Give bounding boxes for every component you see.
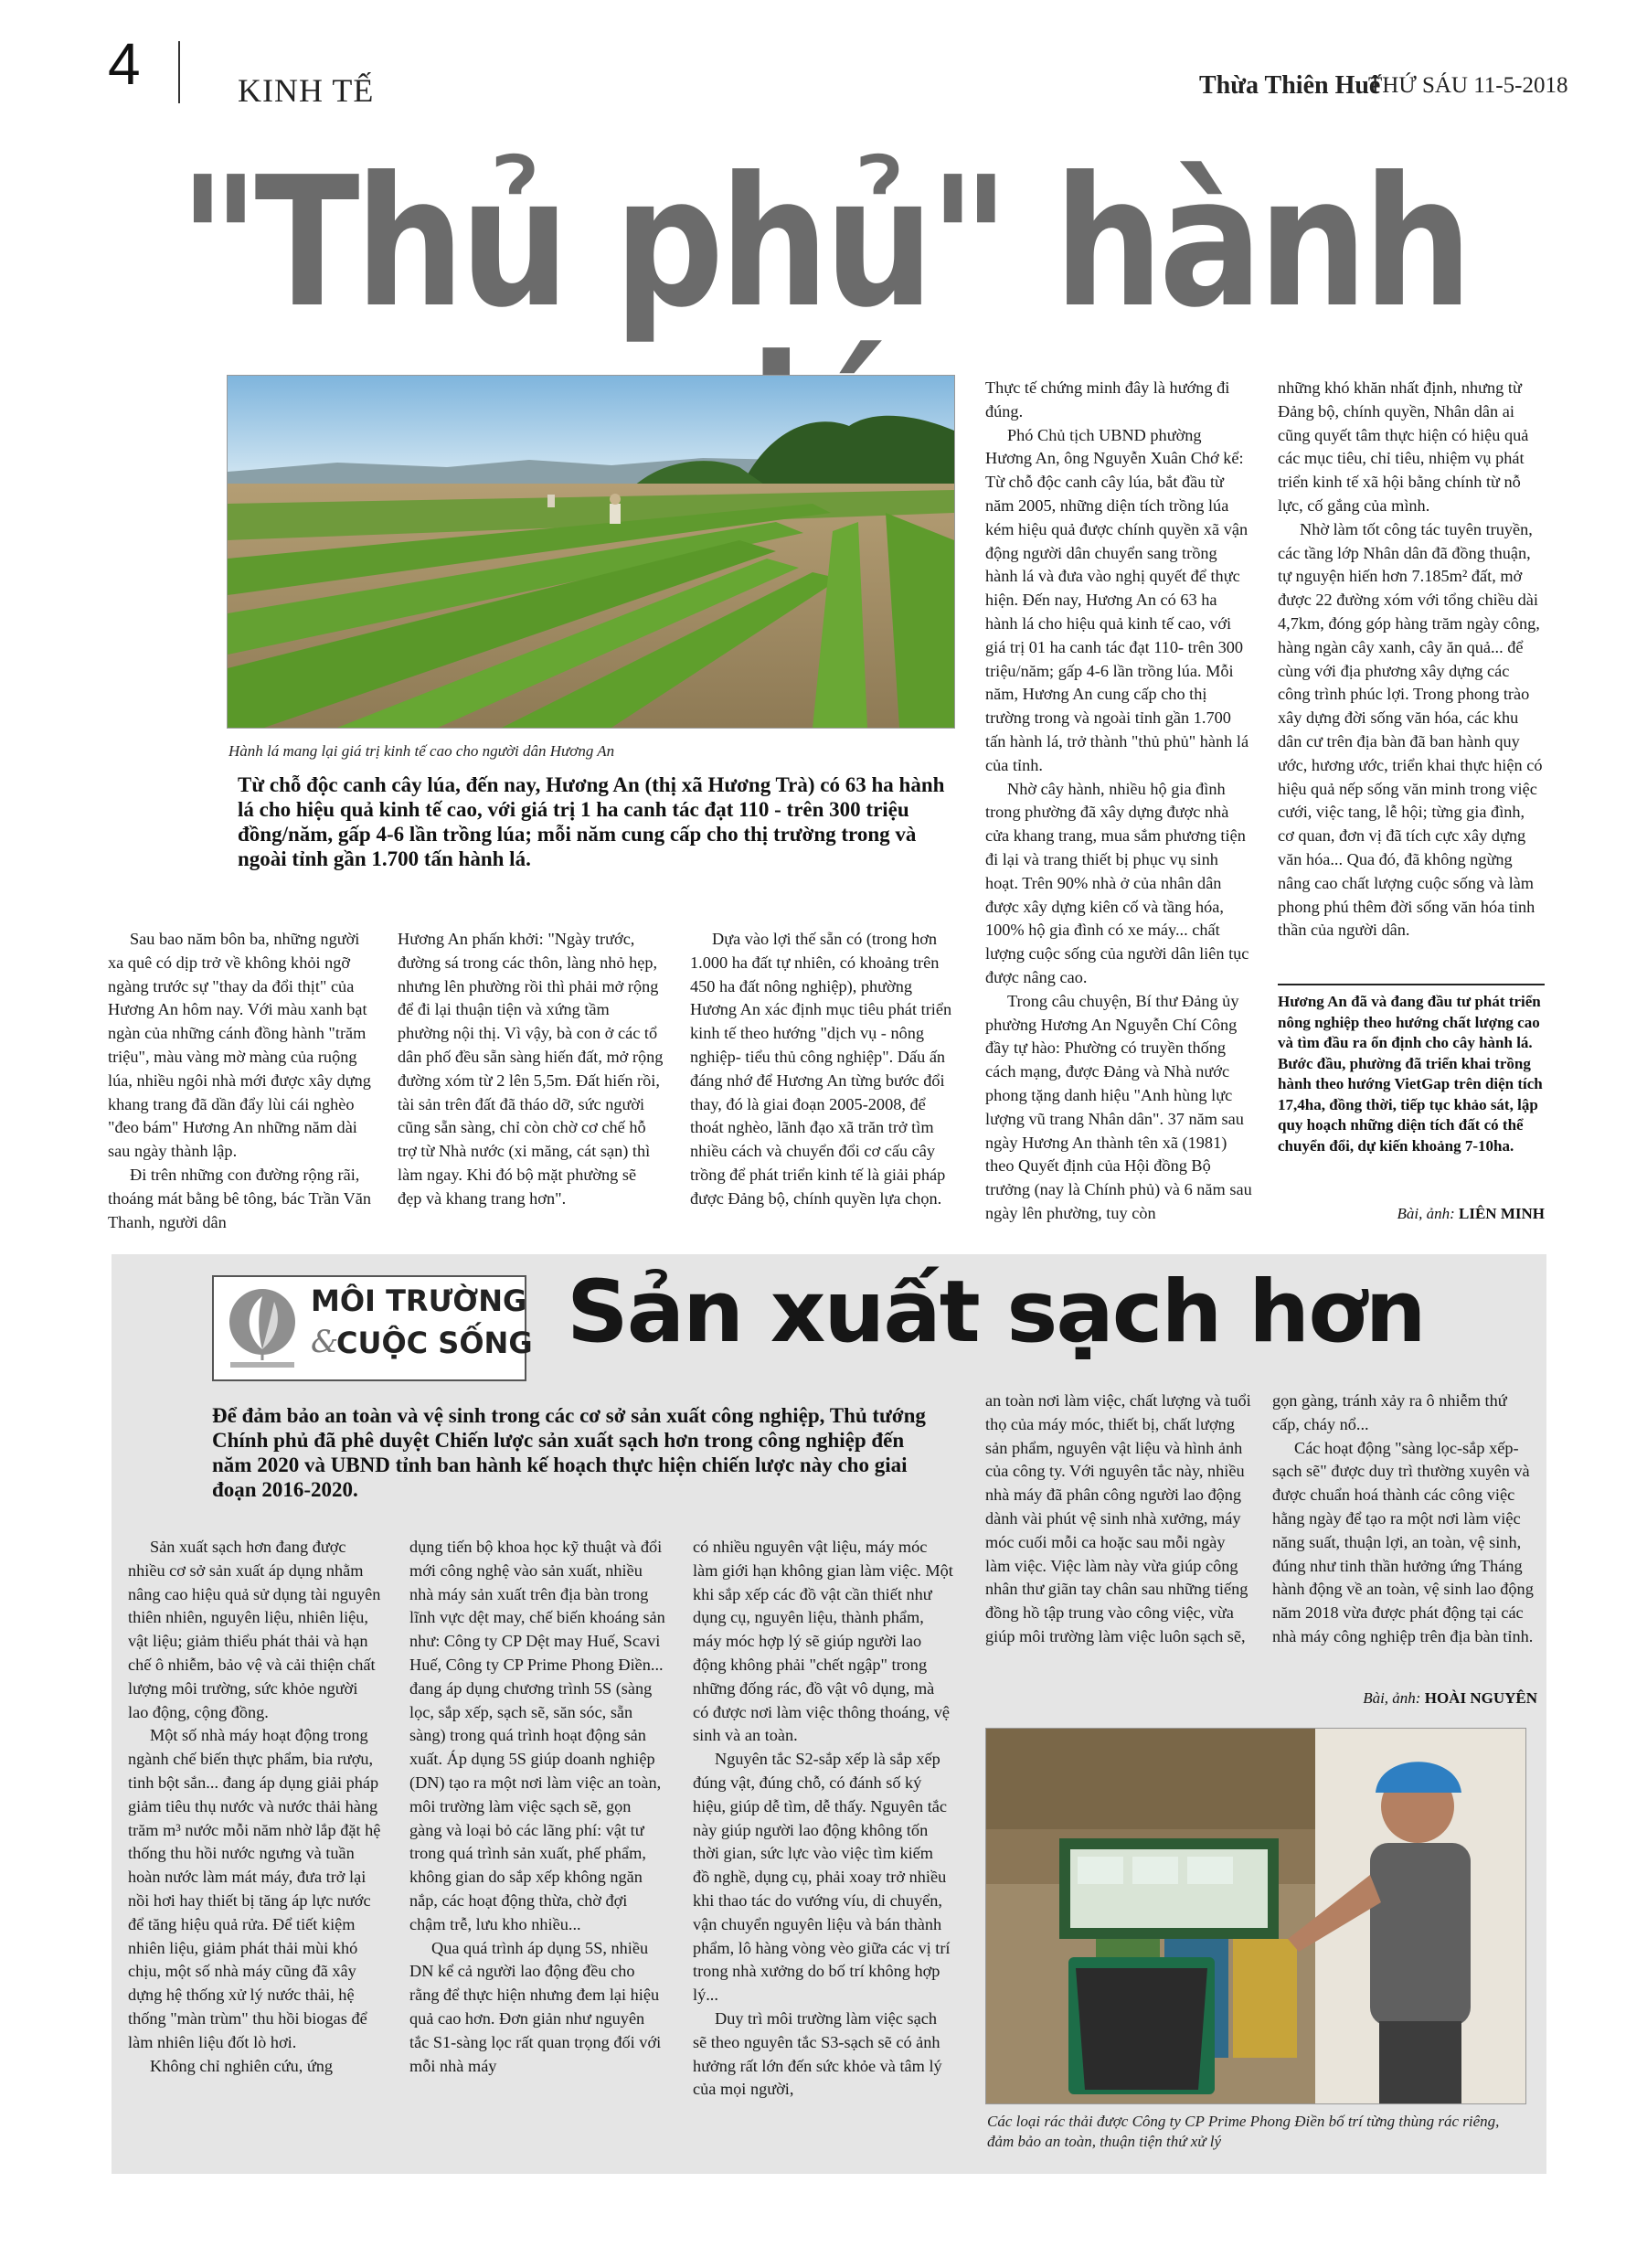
- paragraph: Sản xuất sạch hơn đang được nhiều cơ sở sản xuất áp dụng nhằm nâng cao hiệu quả sử dụng tài nguyên thiên nhiên, nguyên liệu, nhiên liệu, vật liệu; giảm thiểu phát thải và hạn chế ô nhiễm, bảo vệ và cải thiện chất lượng môi trường, sức khỏe người lao động, cộng đồng.: [128, 1538, 381, 1721]
- header-divider: [178, 41, 180, 103]
- byline-author: LIÊN MINH: [1459, 1205, 1545, 1222]
- badge-title-line1: MÔI TRƯỜNG: [311, 1283, 527, 1318]
- article2-column-3: [693, 1536, 953, 2102]
- byline-author: HOÀI NGUYÊN: [1424, 1689, 1537, 1707]
- issue-date: THỨ SÁU 11-5-2018: [1368, 73, 1568, 98]
- article2-column-1: [128, 1536, 382, 2078]
- paragraph: những khó khăn nhất định, nhưng từ Đảng bộ, chính quyền, Nhân dân ai cũng quyết tâm thực hiện có hiệu quả các mục tiêu, chỉ tiêu, nhiệm vụ phát triển kinh tế xã hội bằng chính từ nỗ lực, cố gắng của mình.: [1278, 378, 1529, 515]
- article2-column-4: [985, 1390, 1252, 1649]
- environment-logo-icon: [225, 1282, 300, 1371]
- paragraph: an toàn nơi làm việc, chất lượng và tuổi thọ của máy móc, thiết bị, chất lượng sản phẩm, nguyên vật liệu và hình ảnh của công ty. Với nguyên tắc này, nhiều nhà máy đã phân công người lao động dành vài phút vệ sinh nhà xưởng, máy móc cuối mỗi ca hoặc sau mỗi ngày làm việc. Việc làm này vừa giúp công nhân thư giãn tay chân sau những tiếng đồng hồ tập trung vào công việc, vừa giúp môi trường làm việc luôn sạch sẽ,: [985, 1391, 1251, 1645]
- article1-column-3: [690, 928, 957, 1211]
- paragraph: có nhiều nguyên vật liệu, máy móc làm giới hạn không gian làm việc. Một khi sắp xếp các đồ vật cần thiết như dụng cụ, nguyên liệu, thành phẩm, máy móc hợp lý sẽ giúp người lao động không phải "chết ngập" trong những đống rác, đồ vật vô dụng, mà có được nơi làm việc thông thoáng, vệ sinh và an toàn.: [693, 1538, 953, 1745]
- byline-label: Bài, ảnh:: [1397, 1205, 1455, 1222]
- badge-title-line2: CUỘC SỐNG: [336, 1326, 533, 1360]
- article2-photo: [985, 1728, 1526, 2104]
- paragraph: dụng tiến bộ khoa học kỹ thuật và đổi mới công nghệ vào sản xuất, nhiều nhà máy sản xuất trên địa bàn trong lĩnh vực dệt may, chế biến khoáng sản như: Công ty CP Dệt may Huế, Scavi Huế, Công ty CP Prime Phong Điền... đang áp dụng chương trình 5S (sàng lọc, sắp xếp, sạch sẽ, săn sóc, sẵn sàng) trong quá trình hoạt động sản xuất. Áp dụng 5S giúp doanh nghiệp (DN) tạo ra một nơi làm việc an toàn, môi trường làm việc sạch sẽ, gọn gàng và loại bỏ các lãng phí: vật tư trong quá trình sản xuất, phế phẩm, không gian do sắp xếp không ngăn nắp, các hoạt động thừa, chờ đợi chậm trễ, lưu kho nhiều...: [409, 1538, 665, 1933]
- article1-photo-caption: Hành lá mang lại giá trị kinh tế cao cho người dân Hương An: [228, 742, 615, 760]
- paragraph: Nguyên tắc S2-sắp xếp là sắp xếp đúng vật, đúng chỗ, có đánh số ký hiệu, giúp dễ tìm, dễ thấy. Nguyên tắc này giúp người lao động không tốn thời gian, sức lực vào việc tìm kiếm đồ nghề, dụng cụ, phải xoay trở nhiều khi thao tác do vướng víu, di chuyển, vận chuyển nguyên liệu và bán thành phẩm, lô hàng vòng vèo giữa các vị trí trong nhà xưởng do bố trí không hợp lý...: [693, 1750, 951, 2005]
- article1-column-2: [398, 928, 664, 1211]
- article1-photo: [227, 375, 955, 729]
- article1-box-note: Hương An đã và đang đầu tư phát triển nông nghiệp theo hướng chất lượng cao và tìm đầu ra ổn định cho cây hành lá. Bước đầu, phường đã triển khai trồng hành theo hướng VietGap trên diện tích 17,4ha, đồng thời, tiếp tục khảo sát, lập quy hoạch những diện tích đất có thể chuyển đổi, dự kiến khoảng 7-10ha.: [1278, 993, 1543, 1155]
- paragraph: Sau bao năm bôn ba, những người xa quê có dịp trở về không khỏi ngỡ ngàng trước sự "thay da đổi thịt" của Hương An hôm nay. Với màu xanh bạt ngàn của những cánh đồng hành "trăm triệu", màu vàng mờ màng của ruộng lúa, nhiều ngôi nhà mới được xây dựng khang trang đã dần đẩy lùi cái nghèo "đeo bám" Hương An những năm dài sau ngày thành lập.: [108, 930, 371, 1161]
- paragraph: Hương An phấn khởi: "Ngày trước, đường sá trong các thôn, làng nhỏ hẹp, nhưng lên phường rồi thì phải mở rộng để đi lại thuận tiện và xứng tầm phường nội thị. Vì vậy, bà con ở các tổ dân phố đều sẵn sàng hiến đất, mở rộng đường xóm từ 2 lên 5,5m. Đất hiến rồi, tài sản trên đất đã tháo dỡ, sức người cũng sẵn sàng, chỉ còn chờ cơ chế hỗ trợ từ Nhà nước (xi măng, cát sạn) thì làm ngay. Khi đó bộ mặt phường sẽ đẹp và khang trang hơn".: [398, 930, 664, 1208]
- article2-photo-caption: Các loại rác thải được Công ty CP Prime Phong Điền bố trí từng thùng rác riêng, đảm bảo an toàn, thuận tiện thứ xử lý: [987, 2113, 1500, 2150]
- paragraph: Dựa vào lợi thế sẵn có (trong hơn 1.000 ha đất tự nhiên, có khoảng trên 450 ha đất nông nghiệp), phường Hương An xác định mục tiêu phát triển kinh tế theo hướng "dịch vụ - nông nghiệp- tiểu thủ công nghiệp". Dấu ấn đáng nhớ để Hương An từng bước đổi thay, đó là giai đoạn 2005-2008, để thoát nghèo, lãnh đạo xã trăn trở tìm nhiều cách và chuyển đổi cơ cấu cây trồng để phát triển kinh tế là giải pháp được Đảng bộ, chính quyền lựa chọn.: [690, 930, 952, 1208]
- article1-headline: "Thủ phủ" hành: [178, 139, 1469, 347]
- page-number: 4: [108, 31, 141, 97]
- newspaper-name: Thừa Thiên Huế: [1199, 71, 1381, 100]
- paragraph: Các hoạt động "sàng lọc-sắp xếp- sạch sẽ" được duy trì thường xuyên và được chuẩn hoá thành các công việc hằng ngày để tạo ra một nơi làm việc năng suất, thuận lợi, an toàn, vệ sinh, đúng như tinh thần hưởng ứng Tháng hành động về an toàn, vệ sinh lao động năm 2018 vừa được phát động tại các nhà máy công nghiệp trên địa bàn tỉnh.: [1272, 1438, 1534, 1645]
- byline-label: Bài, ảnh:: [1363, 1689, 1421, 1707]
- article1-byline: [1278, 1205, 1545, 1223]
- article2-headline: Sản xuất sạch hơn: [567, 1262, 1425, 1362]
- paragraph: Trong câu chuyện, Bí thư Đảng ủy phường Hương An Nguyễn Chí Công đầy tự hào: Phường có truyền thống cách mạng, được Đảng và Nhà nước phong tặng danh hiệu "Anh hùng lực lượng vũ trang Nhân dân". 37 năm sau ngày Hương An thành tên xã (1981) theo Quyết định của Hội đồng Bộ trưởng (nay là Chính phủ) và 6 năm sau ngày lên phường, tuy còn: [985, 991, 1252, 1222]
- article2-column-5: [1272, 1390, 1537, 1649]
- article2-lede: Để đảm bảo an toàn và vệ sinh trong các cơ sở sản xuất công nghiệp, Thủ tướng Chính phủ đã phê duyệt Chiến lược sản xuất sạch hơn trong công nghiệp đến năm 2020 và UBND tỉnh ban hành kế hoạch thực hiện chiến lược này cho giai đoạn 2016-2020.: [212, 1404, 926, 1501]
- article2-byline: [1272, 1689, 1537, 1708]
- paragraph: Duy trì môi trường làm việc sạch sẽ theo nguyên tắc S3-sạch sẽ có ảnh hưởng rất lớn đến sức khỏe và tâm lý của mọi người,: [693, 2008, 942, 2099]
- paragraph: Qua quá trình áp dụng 5S, nhiều DN kể cả người lao động đều cho rằng để thực hiện nhưng đem lại hiệu quả cao hơn. Đơn giản như nguyên tắc S1-sàng lọc rất quan trọng đối với mỗi nhà máy: [409, 1938, 662, 2075]
- paragraph: Nhờ cây hành, nhiều hộ gia đình trong phường đã xây dựng được nhà cửa khang trang, mua sắm phương tiện đi lại và trang thiết bị phục vụ sinh hoạt. Trên 90% nhà ở của nhân dân được xây dựng kiên cố và tầng hóa, 100% hộ gia đình có xe máy... chất lượng cuộc sống của người dân liên tục được nâng cao.: [985, 779, 1249, 986]
- badge-ampersand: &: [311, 1324, 339, 1360]
- section-name: KINH TẾ: [238, 72, 375, 109]
- article1-lede: Từ chỗ độc canh cây lúa, đến nay, Hương An (thị xã Hương Trà) có 63 ha hành lá cho hiệu quả kinh tế cao, với giá trị 1 ha canh tác đạt 110 - trên 300 triệu đồng/năm, gấp 4-6 lần trồng lúa; mỗi năm cung cấp cho thị trường trong và ngoài tỉnh gần 1.700 tấn hành lá.: [238, 773, 945, 870]
- box-note-rule: [1278, 984, 1545, 985]
- paragraph: Một số nhà máy hoạt động trong ngành chế biến thực phẩm, bia rượu, tinh bột sắn... đang áp dụng giải pháp giảm tiêu thụ nước và nước thải hàng trăm m³ nước mỗi năm nhờ lắp đặt hệ thống thu hồi nước ngưng và tuần hoàn nước làm mát máy, đưa trở lại nồi hơi hay thiết bị tăng áp lực nước để tăng hiệu quả rửa. Để tiết kiệm nhiên liệu, giảm phát thải mùi khó chịu, một số nhà máy cũng đã xây dựng hệ thống xử lý nước thải, hệ thống "màn trùm" thu hồi biogas để làm nhiên liệu đốt lò hơi.: [128, 1726, 381, 2051]
- article1-column-1: [108, 928, 375, 1234]
- paragraph: Nhờ làm tốt công tác tuyên truyền, các tầng lớp Nhân dân đã đồng thuận, tự nguyện hiến hơn 7.185m² đất, mở được 22 đường xóm với tổng chiều dài 4,7km, đóng góp hàng trăm ngày công, hàng ngàn cây xanh, cây ăn quả... để cùng với địa phương xây dựng các công trình phúc lợi. Trong phong trào xây dựng đời sống văn hóa, các khu dân cư trên địa bàn đã ban hành quy ước, hương ước, triển khai thực hiện có hiệu quả nếp sống văn minh trong việc cưới, việc tang, lễ hội; từng gia đình, cơ quan, đơn vị đã tích cực xây dựng văn hóa... Qua đó, đã không ngừng nâng cao chất lượng cuộc sống và làm phong phú thêm đời sống văn hóa tinh thần của người dân.: [1278, 519, 1543, 940]
- paragraph: Thực tế chứng minh đây là hướng đi đúng.: [985, 378, 1230, 421]
- article2-column-2: [409, 1536, 665, 2078]
- paragraph: Phó Chủ tịch UBND phường Hương An, ông Nguyễn Xuân Chớ kể: Từ chỗ độc canh cây lúa, bắt đầu từ năm 2005, những diện tích trồng lúa kém hiệu quả được chính quyền xã vận động người dân chuyển sang trồng hành lá và đưa vào nghị quyết để thực hiện. Đến nay, Hương An có 63 ha hành lá cho hiệu quả kinh tế cao, với giá trị 01 ha canh tác đạt 110- trên 300 triệu/năm; gấp 4-6 lần trồng lúa. Mỗi năm, Hương An cung cấp cho thị trường trong và ngoài tỉnh gần 1.700 tấn hành lá, trở thành "thủ phủ" hành lá của tỉnh.: [985, 425, 1249, 774]
- paragraph: Đi trên những con đường rộng rãi, thoáng mát bằng bê tông, bác Trần Văn Thanh, người dân: [108, 1165, 372, 1231]
- paragraph: Không chỉ nghiên cứu, ứng: [150, 2056, 334, 2075]
- article1-column-4: [985, 377, 1252, 1226]
- paragraph: gọn gàng, tránh xảy ra ô nhiễm thứ cấp, cháy nổ...: [1272, 1391, 1507, 1433]
- article1-column-5: [1278, 377, 1545, 942]
